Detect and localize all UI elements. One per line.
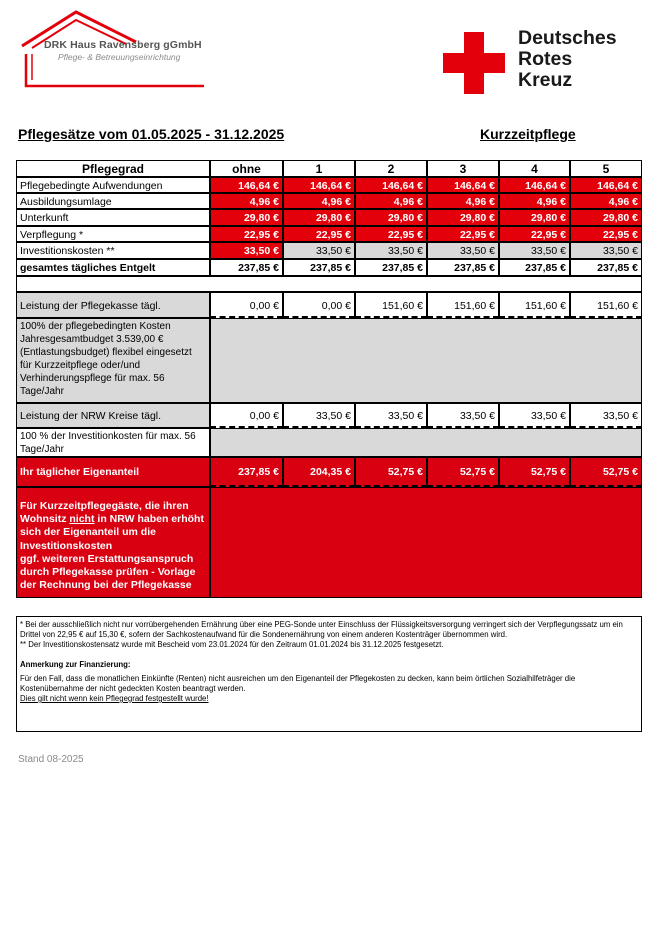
nrw-note: 100 % der Investitionkosten für max. 56 Tage/Jahr (16, 428, 210, 457)
table-cell: 22,95 € (355, 226, 427, 242)
table-cell: 29,80 € (570, 209, 642, 226)
table-cell: 29,80 € (499, 209, 570, 226)
table-cell: 33,50 € (210, 242, 283, 259)
nrw-value: 33,50 € (570, 403, 642, 428)
table-cell: 4,96 € (210, 193, 283, 209)
org-name: DRK Haus Ravensberg gGmbH (44, 39, 202, 51)
table-cell: 146,64 € (355, 177, 427, 193)
page-subtitle: Kurzzeitpflege (480, 126, 576, 142)
brand-line-1: Deutsches (518, 27, 617, 49)
nrw-value: 33,50 € (427, 403, 499, 428)
pflegekasse-note: 100% der pflegebedingten Kosten Jahresgesamtbudget 3.539,00 € (Entlastungsbudget) flexibel eingesetzt für Kurzzeitpflege oder/und Verhinderungspflege für max. 56 Tage/Jahr (16, 318, 210, 403)
table-cell: 4,96 € (283, 193, 355, 209)
warning-text (16, 487, 210, 598)
table-cell: 237,85 € (210, 259, 283, 276)
table-cell: 237,85 € (283, 259, 355, 276)
pflegekasse-value: 0,00 € (283, 292, 355, 318)
table-cell: 146,64 € (210, 177, 283, 193)
nrw-value: 33,50 € (355, 403, 427, 428)
table-cell: 33,50 € (499, 242, 570, 259)
table-cell: 22,95 € (427, 226, 499, 242)
table-cell: 29,80 € (283, 209, 355, 226)
pflegekasse-value: 151,60 € (499, 292, 570, 318)
column-header-0: ohne (210, 160, 283, 177)
red-cross-icon (443, 32, 505, 94)
stand-date: Stand 08-2025 (18, 754, 84, 765)
row-label: Ausbildungsumlage (16, 193, 210, 209)
column-header-2: 2 (355, 160, 427, 177)
table-cell: 237,85 € (427, 259, 499, 276)
org-subtitle: Pflege- & Betreuungseinrichtung (58, 52, 181, 62)
brand-line-2: Rotes (518, 48, 573, 70)
table-cell: 237,85 € (355, 259, 427, 276)
row-label: Unterkunft (16, 209, 210, 226)
table-cell: 29,80 € (210, 209, 283, 226)
table-cell: 237,85 € (499, 259, 570, 276)
footnote-1: * Bei der ausschließlich nicht nur vorrübergehenden Ernährung über eine PEG-Sonde unter Einschluss der Flüssigkeitsversorgung verringert sich der Verpflegungssatz um ein Drittel von 22,95 € auf 15,30 €, sofern der Sachkostenaufwand für die Sondenernährung von einem anderen Kostenträger übernommen wird. (20, 620, 623, 639)
row-label: Pflegebedingte Aufwendungen (16, 177, 210, 193)
finance-heading: Anmerkung zur Finanzierung: (20, 660, 131, 669)
eigenanteil-value: 52,75 € (499, 457, 570, 487)
column-header-4: 4 (499, 160, 570, 177)
nrw-value: 33,50 € (283, 403, 355, 428)
eigenanteil-value: 52,75 € (355, 457, 427, 487)
eigenanteil-label: Ihr täglicher Eigenanteil (16, 457, 210, 487)
row-label: Investitionskosten ** (16, 242, 210, 259)
nrw-note-fill (210, 428, 642, 457)
brand-line-3: Kreuz (518, 69, 573, 91)
nrw-label: Leistung der NRW Kreise tägl. (16, 403, 210, 428)
warning-part-3: ggf. weiteren Erstattungsanspruch durch Pflegekasse prüfen - Vorlage der Rechnung bei der Pflegekasse (20, 552, 196, 592)
column-header-1: 1 (283, 160, 355, 177)
nrw-value: 33,50 € (499, 403, 570, 428)
table-cell: 146,64 € (499, 177, 570, 193)
spacer-row (16, 276, 642, 292)
table-cell: 33,50 € (427, 242, 499, 259)
footnote-2: ** Der Investitionskostensatz wurde mit Bescheid vom 23.01.2024 für den Zeitraum 01.01.2024 bis 31.12.2025 festgesetzt. (20, 640, 444, 649)
table-cell: 4,96 € (499, 193, 570, 209)
finance-text: Für den Fall, dass die monatlichen Einkünfte (Renten) nicht ausreichen um den Eigenanteil der Pflegekosten zu decken, kann beim örtlichen Sozialhilfeträger die Kostenübernahme der nicht gedeckten Kosten beantragt werden. (20, 674, 576, 693)
table-cell: 146,64 € (283, 177, 355, 193)
table-cell: 237,85 € (570, 259, 642, 276)
brand-name (518, 28, 617, 91)
pflegekasse-value: 0,00 € (210, 292, 283, 318)
pflegekasse-label: Leistung der Pflegekasse tägl. (16, 292, 210, 318)
pflegekasse-note-fill (210, 318, 642, 403)
table-cell: 146,64 € (427, 177, 499, 193)
column-header-3: 3 (427, 160, 499, 177)
table-cell: 29,80 € (355, 209, 427, 226)
table-cell: 33,50 € (355, 242, 427, 259)
table-cell: 22,95 € (570, 226, 642, 242)
table-cell: 22,95 € (499, 226, 570, 242)
warning-part-2: in NRW haben erhöht sich der Eigenanteil um die Investitionskosten (20, 513, 204, 552)
row-label: gesamtes tägliches Entgelt (16, 259, 210, 276)
column-header-5: 5 (570, 160, 642, 177)
table-cell: 33,50 € (570, 242, 642, 259)
warning-fill (210, 487, 642, 598)
table-cell: 29,80 € (427, 209, 499, 226)
finance-underlined: Dies gilt nicht wenn kein Pflegegrad festgestellt wurde! (20, 694, 209, 703)
warning-part-1: Für Kurzzeitpflegegäste, die ihren Wohnsitz (20, 500, 189, 526)
eigenanteil-value: 52,75 € (427, 457, 499, 487)
table-cell: 146,64 € (570, 177, 642, 193)
row-label: Verpflegung * (16, 226, 210, 242)
footnotes-box (16, 616, 642, 732)
pflegekasse-value: 151,60 € (355, 292, 427, 318)
column-header-pflegegrad: Pflegegrad (16, 160, 210, 177)
pflegekasse-value: 151,60 € (427, 292, 499, 318)
warning-underlined: nicht (69, 513, 95, 526)
table-cell: 4,96 € (427, 193, 499, 209)
eigenanteil-value: 52,75 € (570, 457, 642, 487)
page-title: Pflegesätze vom 01.05.2025 - 31.12.2025 (18, 126, 285, 142)
table-cell: 4,96 € (570, 193, 642, 209)
eigenanteil-value: 237,85 € (210, 457, 283, 487)
table-cell: 22,95 € (210, 226, 283, 242)
table-cell: 4,96 € (355, 193, 427, 209)
pflegekasse-value: 151,60 € (570, 292, 642, 318)
table-cell: 33,50 € (283, 242, 355, 259)
table-cell: 22,95 € (283, 226, 355, 242)
eigenanteil-value: 204,35 € (283, 457, 355, 487)
nrw-value: 0,00 € (210, 403, 283, 428)
